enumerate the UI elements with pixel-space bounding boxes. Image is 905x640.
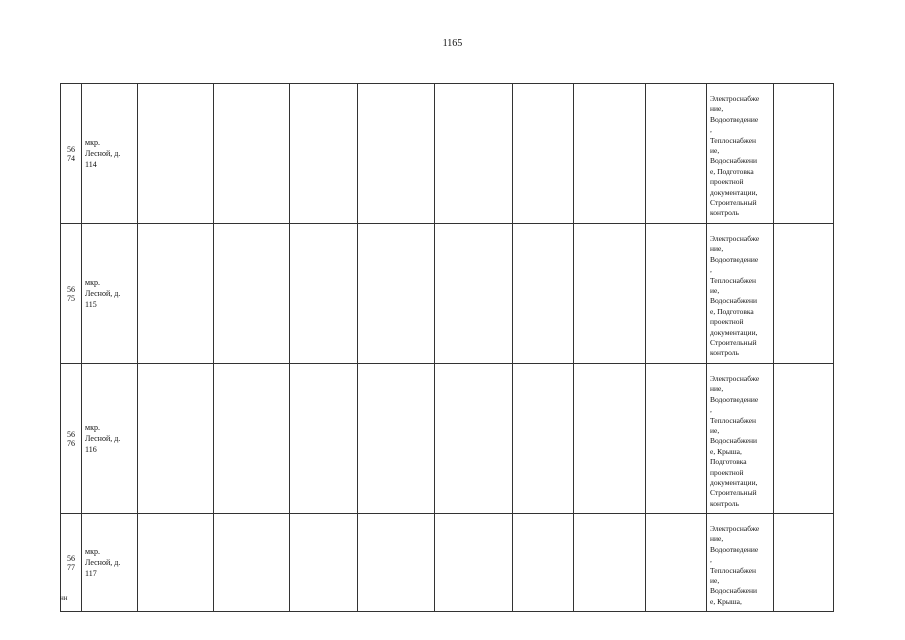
table-row [61,224,834,364]
address-cell: мкр. Лесной, д. 115 [82,224,138,364]
address-cell: мкр. Лесной, д. 114 [82,84,138,224]
address-cell: мкр. Лесной, д. 116 [82,364,138,514]
table-row [61,514,834,612]
page-footer-mark: нн [60,594,68,602]
page-number: 1165 [442,38,463,49]
works-cell: Электроснабже ние, Водоотведение , Теплоснабжен ие, Водоснабжени е, Крыша, Подготовка проектной документации, Строительный контроль [707,364,774,514]
row-number-cell: 56 77 [61,514,82,612]
table-row [61,84,834,224]
works-cell: Электроснабже ние, Водоотведение , Теплоснабжен ие, Водоснабжени е, Крыша, [707,514,774,612]
table-row [61,364,834,514]
row-number-cell: 56 74 [61,84,82,224]
row-number-cell: 56 75 [61,224,82,364]
works-cell: Электроснабже ние, Водоотведение , Теплоснабжен ие, Водоснабжени е, Подготовка проектной документации, Строительный контроль [707,84,774,224]
works-table [60,83,834,612]
works-cell: Электроснабже ние, Водоотведение , Теплоснабжен ие, Водоснабжени е, Подготовка проектной документации, Строительный контроль [707,224,774,364]
address-cell: мкр. Лесной, д. 117 [82,514,138,612]
row-number-cell: 56 76 [61,364,82,514]
